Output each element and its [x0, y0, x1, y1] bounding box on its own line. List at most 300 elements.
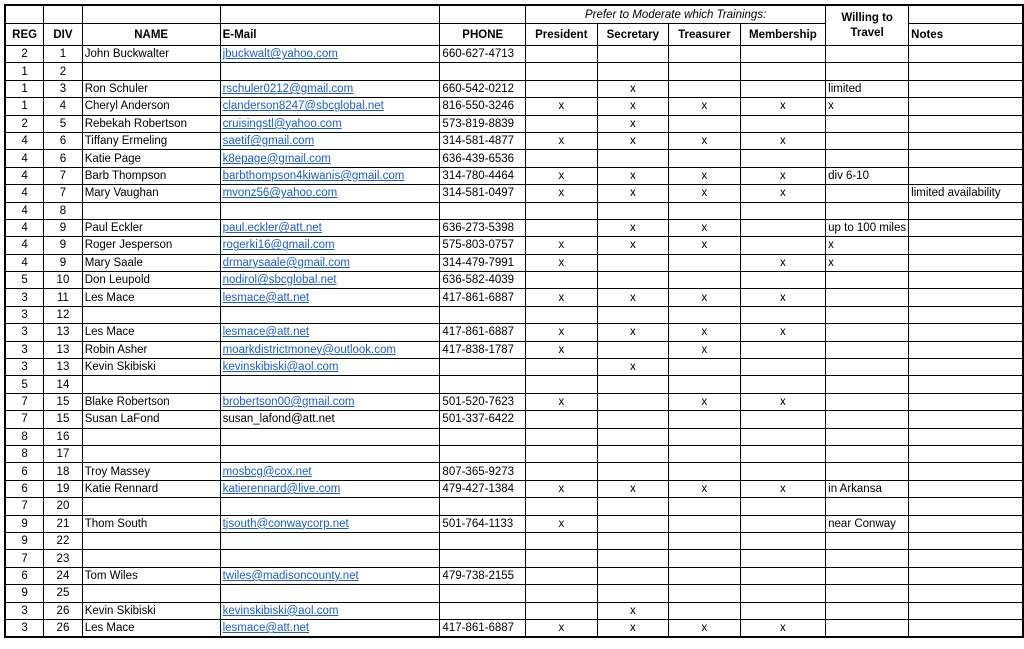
table-row: [5, 463, 1023, 480]
div-cell: 26: [44, 619, 82, 637]
name-cell: Paul Eckler: [82, 219, 220, 236]
div-cell: 13: [44, 359, 82, 376]
email-link[interactable]: mosbcg@cox.net: [222, 465, 312, 478]
notes-cell: [909, 498, 1023, 515]
email-link[interactable]: lesmace@att.net: [222, 291, 310, 304]
notes-cell: [909, 202, 1023, 219]
reg-cell: 2: [5, 46, 44, 63]
secretary-cell: x: [597, 480, 669, 497]
secretary-cell: x: [597, 324, 669, 341]
div-cell: 9: [44, 219, 82, 236]
name-cell: [82, 585, 220, 602]
phone-cell: 417-861-6887: [440, 619, 526, 637]
travel-cell: [826, 393, 909, 410]
div-cell: 8: [44, 202, 82, 219]
table-row: [5, 46, 1023, 63]
president-cell: [526, 63, 598, 80]
secretary-cell: [597, 63, 669, 80]
email-link[interactable]: kevinskibiski@aol.com: [222, 361, 339, 374]
treasurer-cell: [669, 376, 741, 393]
secretary-cell: [597, 46, 669, 63]
div-cell: 24: [44, 567, 82, 584]
membership-cell: [740, 532, 826, 549]
name-cell: Thom South: [82, 515, 220, 532]
president-cell: [526, 306, 598, 323]
table-row: [5, 237, 1023, 254]
name-cell: [82, 532, 220, 549]
name-cell: Tiffany Ermeling: [82, 132, 220, 149]
travel-cell: limited: [826, 80, 909, 97]
president-cell: [526, 376, 598, 393]
president-cell: [526, 359, 598, 376]
notes-header: Notes: [909, 24, 1023, 46]
secretary-cell: [597, 272, 669, 289]
secretary-cell: x: [597, 80, 669, 97]
secretary-cell: x: [597, 98, 669, 115]
notes-cell: [909, 480, 1023, 497]
email-cell: [220, 393, 440, 410]
email-header: E-Mail: [220, 24, 440, 46]
phone-cell: 479-427-1384: [440, 480, 526, 497]
email-cell: [220, 463, 440, 480]
email-cell: [220, 498, 440, 515]
treasurer-cell: [669, 63, 741, 80]
phone-cell: 417-838-1787: [440, 341, 526, 358]
email-cell: [220, 132, 440, 149]
membership-cell: x: [740, 393, 826, 410]
travel-cell: in Arkansa: [826, 480, 909, 497]
treasurer-cell: [669, 411, 741, 428]
treasurer-cell: [669, 428, 741, 445]
reg-cell: 8: [5, 428, 44, 445]
treasurer-cell: x: [669, 393, 741, 410]
email-link[interactable]: tjsouth@conwaycorp.net: [222, 517, 349, 530]
membership-cell: [740, 272, 826, 289]
president-cell: x: [526, 289, 598, 306]
phone-cell: 816-550-3246: [440, 98, 526, 115]
notes-cell: [909, 341, 1023, 358]
president-cell: [526, 80, 598, 97]
reg-cell: 1: [5, 98, 44, 115]
membership-cell: [740, 602, 826, 619]
name-cell: [82, 428, 220, 445]
table-row: [5, 393, 1023, 410]
email-cell: [220, 585, 440, 602]
membership-cell: x: [740, 132, 826, 149]
email-cell: [220, 80, 440, 97]
treasurer-cell: x: [669, 237, 741, 254]
email-cell: [220, 237, 440, 254]
name-cell: Rebekah Robertson: [82, 115, 220, 132]
notes-cell: [909, 428, 1023, 445]
membership-cell: x: [740, 185, 826, 202]
name-cell: Mary Vaughan: [82, 185, 220, 202]
secretary-cell: [597, 498, 669, 515]
table-row: [5, 550, 1023, 567]
table-row: [5, 63, 1023, 80]
phone-cell: 314-479-7991: [440, 254, 526, 271]
header-spacer-phone: [440, 5, 526, 24]
membership-cell: [740, 515, 826, 532]
reg-cell: 7: [5, 411, 44, 428]
treasurer-cell: x: [669, 341, 741, 358]
email-cell: [220, 567, 440, 584]
travel-cell: [826, 498, 909, 515]
membership-cell: [740, 376, 826, 393]
reg-cell: 3: [5, 602, 44, 619]
phone-cell: 479-738-2155: [440, 567, 526, 584]
header-spacer-div: [44, 5, 82, 24]
phone-cell: 575-803-0757: [440, 237, 526, 254]
notes-cell: [909, 585, 1023, 602]
div-cell: 1: [44, 46, 82, 63]
membership-cell: [740, 202, 826, 219]
table-row: [5, 324, 1023, 341]
secretary-cell: x: [597, 132, 669, 149]
notes-cell: [909, 306, 1023, 323]
email-link[interactable]: lesmace@att.net: [222, 622, 310, 635]
reg-cell: 6: [5, 567, 44, 584]
treasurer-cell: [669, 202, 741, 219]
secretary-cell: [597, 341, 669, 358]
email-link[interactable]: moarkdistrictmoney@outlook.com: [222, 343, 396, 356]
email-cell: [220, 254, 440, 271]
reg-cell: 3: [5, 359, 44, 376]
div-cell: 13: [44, 341, 82, 358]
membership-cell: x: [740, 619, 826, 637]
phone-cell: 660-542-0212: [440, 80, 526, 97]
email-link[interactable]: saetif@gmail.com: [222, 135, 315, 148]
table-row: [5, 515, 1023, 532]
membership-cell: x: [740, 254, 826, 271]
secretary-cell: [597, 515, 669, 532]
travel-cell: [826, 550, 909, 567]
secretary-cell: x: [597, 289, 669, 306]
reg-cell: 1: [5, 80, 44, 97]
secretary-cell: [597, 445, 669, 462]
travel-cell: [826, 63, 909, 80]
president-cell: x: [526, 132, 598, 149]
div-cell: 4: [44, 98, 82, 115]
treasurer-cell: [669, 602, 741, 619]
travel-cell: [826, 150, 909, 167]
secretary-cell: x: [597, 185, 669, 202]
email-link[interactable]: katierennard@live.com: [222, 482, 341, 495]
name-cell: [82, 498, 220, 515]
travel-cell: [826, 132, 909, 149]
email-cell: [220, 376, 440, 393]
email-link[interactable]: clanderson8247@sbcglobal.net: [222, 100, 384, 113]
treasurer-cell: [669, 532, 741, 549]
reg-cell: 6: [5, 480, 44, 497]
president-header: President: [526, 24, 598, 46]
table-row: [5, 167, 1023, 184]
table-row: [5, 289, 1023, 306]
travel-cell: [826, 46, 909, 63]
name-cell: Don Leupold: [82, 272, 220, 289]
email-link[interactable]: twiles@madisoncounty.net: [222, 569, 359, 582]
email-link[interactable]: k8epage@gmail.com: [222, 152, 331, 165]
secretary-cell: [597, 376, 669, 393]
notes-cell: [909, 567, 1023, 584]
table-row: [5, 272, 1023, 289]
secretary-cell: [597, 585, 669, 602]
name-cell: Troy Massey: [82, 463, 220, 480]
reg-cell: 9: [5, 585, 44, 602]
phone-cell: [440, 63, 526, 80]
travel-cell: up to 100 miles: [826, 219, 909, 236]
membership-cell: [740, 115, 826, 132]
div-cell: 21: [44, 515, 82, 532]
email-cell: [220, 532, 440, 549]
secretary-cell: x: [597, 115, 669, 132]
notes-cell: [909, 167, 1023, 184]
notes-cell: [909, 376, 1023, 393]
email-link[interactable]: barbthompson4kiwanis@gmail.com: [222, 169, 405, 182]
email-cell: [220, 445, 440, 462]
div-cell: 10: [44, 272, 82, 289]
treasurer-cell: x: [669, 289, 741, 306]
phone-cell: 314-581-0497: [440, 185, 526, 202]
president-cell: x: [526, 185, 598, 202]
travel-cell: [826, 341, 909, 358]
phone-cell: [440, 550, 526, 567]
secretary-cell: [597, 532, 669, 549]
reg-cell: 8: [5, 445, 44, 462]
div-cell: 12: [44, 306, 82, 323]
email-link[interactable]: mvonz56@yahoo.com: [222, 187, 338, 200]
email-link[interactable]: nodirol@sbcglobal.net: [222, 274, 337, 287]
membership-cell: [740, 550, 826, 567]
phone-cell: 501-764-1133: [440, 515, 526, 532]
secretary-cell: [597, 567, 669, 584]
notes-cell: [909, 463, 1023, 480]
travel-cell: [826, 585, 909, 602]
name-cell: Susan LaFond: [82, 411, 220, 428]
travel-cell: [826, 306, 909, 323]
div-cell: 7: [44, 185, 82, 202]
phone-cell: [440, 306, 526, 323]
treasurer-cell: x: [669, 132, 741, 149]
treasurer-cell: x: [669, 619, 741, 637]
table-row: [5, 254, 1023, 271]
secretary-cell: [597, 428, 669, 445]
president-cell: x: [526, 98, 598, 115]
phone-cell: 807-365-9273: [440, 463, 526, 480]
notes-cell: [909, 254, 1023, 271]
treasurer-cell: [669, 272, 741, 289]
secretary-cell: [597, 254, 669, 271]
table-row: [5, 498, 1023, 515]
treasurer-cell: x: [669, 185, 741, 202]
president-cell: x: [526, 237, 598, 254]
treasurer-cell: [669, 46, 741, 63]
name-cell: Blake Robertson: [82, 393, 220, 410]
president-cell: [526, 411, 598, 428]
email-link[interactable]: paul.eckler@att.net: [222, 222, 322, 235]
membership-cell: x: [740, 324, 826, 341]
president-cell: x: [526, 341, 598, 358]
name-cell: Les Mace: [82, 619, 220, 637]
travel-cell: [826, 289, 909, 306]
travel-cell: [826, 185, 909, 202]
reg-cell: 4: [5, 237, 44, 254]
reg-cell: 4: [5, 219, 44, 236]
membership-cell: [740, 498, 826, 515]
membership-cell: x: [740, 289, 826, 306]
phone-cell: 660-627-4713: [440, 46, 526, 63]
div-cell: 26: [44, 602, 82, 619]
table-row: [5, 428, 1023, 445]
treasurer-cell: [669, 150, 741, 167]
div-cell: 3: [44, 80, 82, 97]
email-link[interactable]: rogerki16@gmail.com: [222, 239, 335, 252]
president-cell: x: [526, 515, 598, 532]
email-link[interactable]: brobertson00@gmail.com: [222, 396, 355, 408]
reg-cell: 7: [5, 498, 44, 515]
president-cell: x: [526, 167, 598, 184]
reg-cell: 3: [5, 289, 44, 306]
travel-cell: x: [826, 237, 909, 254]
notes-cell: [909, 324, 1023, 341]
travel-cell: [826, 272, 909, 289]
reg-cell: 4: [5, 254, 44, 271]
table-row: [5, 585, 1023, 602]
name-cell: [82, 445, 220, 462]
table-row: [5, 80, 1023, 97]
notes-cell: [909, 532, 1023, 549]
email-cell: [220, 359, 440, 376]
president-cell: x: [526, 619, 598, 637]
reg-cell: 1: [5, 63, 44, 80]
treasurer-cell: x: [669, 98, 741, 115]
secretary-cell: [597, 463, 669, 480]
email-cell: [220, 550, 440, 567]
div-cell: 13: [44, 324, 82, 341]
email-cell: [220, 202, 440, 219]
treasurer-cell: [669, 115, 741, 132]
reg-cell: 9: [5, 532, 44, 549]
secretary-cell: [597, 150, 669, 167]
president-cell: [526, 463, 598, 480]
name-cell: Les Mace: [82, 324, 220, 341]
phone-cell: 417-861-6887: [440, 324, 526, 341]
membership-cell: [740, 463, 826, 480]
header-spacer-email: [220, 5, 440, 24]
div-cell: 6: [44, 132, 82, 149]
travel-cell: [826, 115, 909, 132]
table-row: [5, 185, 1023, 202]
reg-cell: 5: [5, 272, 44, 289]
div-cell: 7: [44, 167, 82, 184]
email-cell: [220, 46, 440, 63]
president-cell: x: [526, 393, 598, 410]
email-cell: [220, 272, 440, 289]
name-cell: Robin Asher: [82, 341, 220, 358]
phone-cell: [440, 532, 526, 549]
name-cell: John Buckwalter: [82, 46, 220, 63]
name-cell: Katie Page: [82, 150, 220, 167]
reg-cell: 3: [5, 306, 44, 323]
membership-cell: [740, 219, 826, 236]
reg-cell: 4: [5, 185, 44, 202]
notes-cell: [909, 272, 1023, 289]
div-cell: 18: [44, 463, 82, 480]
table-row: [5, 445, 1023, 462]
travel-cell: [826, 463, 909, 480]
membership-cell: [740, 411, 826, 428]
email-link[interactable]: lesmace@att.net: [222, 326, 310, 339]
email-cell: [220, 619, 440, 637]
membership-cell: [740, 46, 826, 63]
treasurer-cell: x: [669, 480, 741, 497]
reg-cell: 6: [5, 463, 44, 480]
notes-cell: [909, 219, 1023, 236]
secretary-cell: x: [597, 237, 669, 254]
div-cell: 2: [44, 63, 82, 80]
div-cell: 15: [44, 393, 82, 410]
email-link[interactable]: rschuler0212@gmail.com: [222, 82, 354, 95]
table-row: [5, 532, 1023, 549]
reg-cell: 4: [5, 167, 44, 184]
travel-cell: [826, 567, 909, 584]
notes-cell: limited availability: [909, 185, 1023, 202]
name-cell: Kevin Skibiski: [82, 602, 220, 619]
president-cell: [526, 46, 598, 63]
header-spacer-reg: [5, 5, 44, 24]
table-row: [5, 480, 1023, 497]
table-row: [5, 219, 1023, 236]
membership-cell: [740, 237, 826, 254]
table-row: [5, 376, 1023, 393]
membership-cell: [740, 585, 826, 602]
notes-cell: [909, 602, 1023, 619]
treasurer-cell: [669, 585, 741, 602]
email-cell: [220, 219, 440, 236]
table-row: [5, 619, 1023, 637]
membership-cell: [740, 63, 826, 80]
table-row: [5, 115, 1023, 132]
phone-cell: [440, 498, 526, 515]
notes-cell: [909, 411, 1023, 428]
notes-cell: [909, 359, 1023, 376]
phone-cell: 314-581-4877: [440, 132, 526, 149]
notes-cell: [909, 115, 1023, 132]
membership-cell: [740, 150, 826, 167]
name-cell: [82, 376, 220, 393]
secretary-cell: x: [597, 167, 669, 184]
secretary-cell: [597, 202, 669, 219]
email-link[interactable]: drmarysaale@gmail.com: [222, 256, 350, 269]
name-cell: [82, 550, 220, 567]
reg-cell: 4: [5, 150, 44, 167]
notes-cell: [909, 550, 1023, 567]
phone-cell: [440, 428, 526, 445]
email-link[interactable]: jbuckwalt@yahoo.com: [222, 48, 338, 61]
travel-cell: [826, 428, 909, 445]
treasurer-cell: x: [669, 219, 741, 236]
div-cell: 6: [44, 150, 82, 167]
email-link[interactable]: kevinskibiski@aol.com: [222, 604, 339, 617]
reg-header: REG: [5, 24, 44, 46]
name-cell: Roger Jesperson: [82, 237, 220, 254]
email-link[interactable]: cruisingstl@yahoo.com: [222, 117, 342, 130]
travel-cell: [826, 532, 909, 549]
notes-cell: [909, 393, 1023, 410]
table-row: [5, 567, 1023, 584]
reg-cell: 7: [5, 393, 44, 410]
treasurer-cell: [669, 567, 741, 584]
